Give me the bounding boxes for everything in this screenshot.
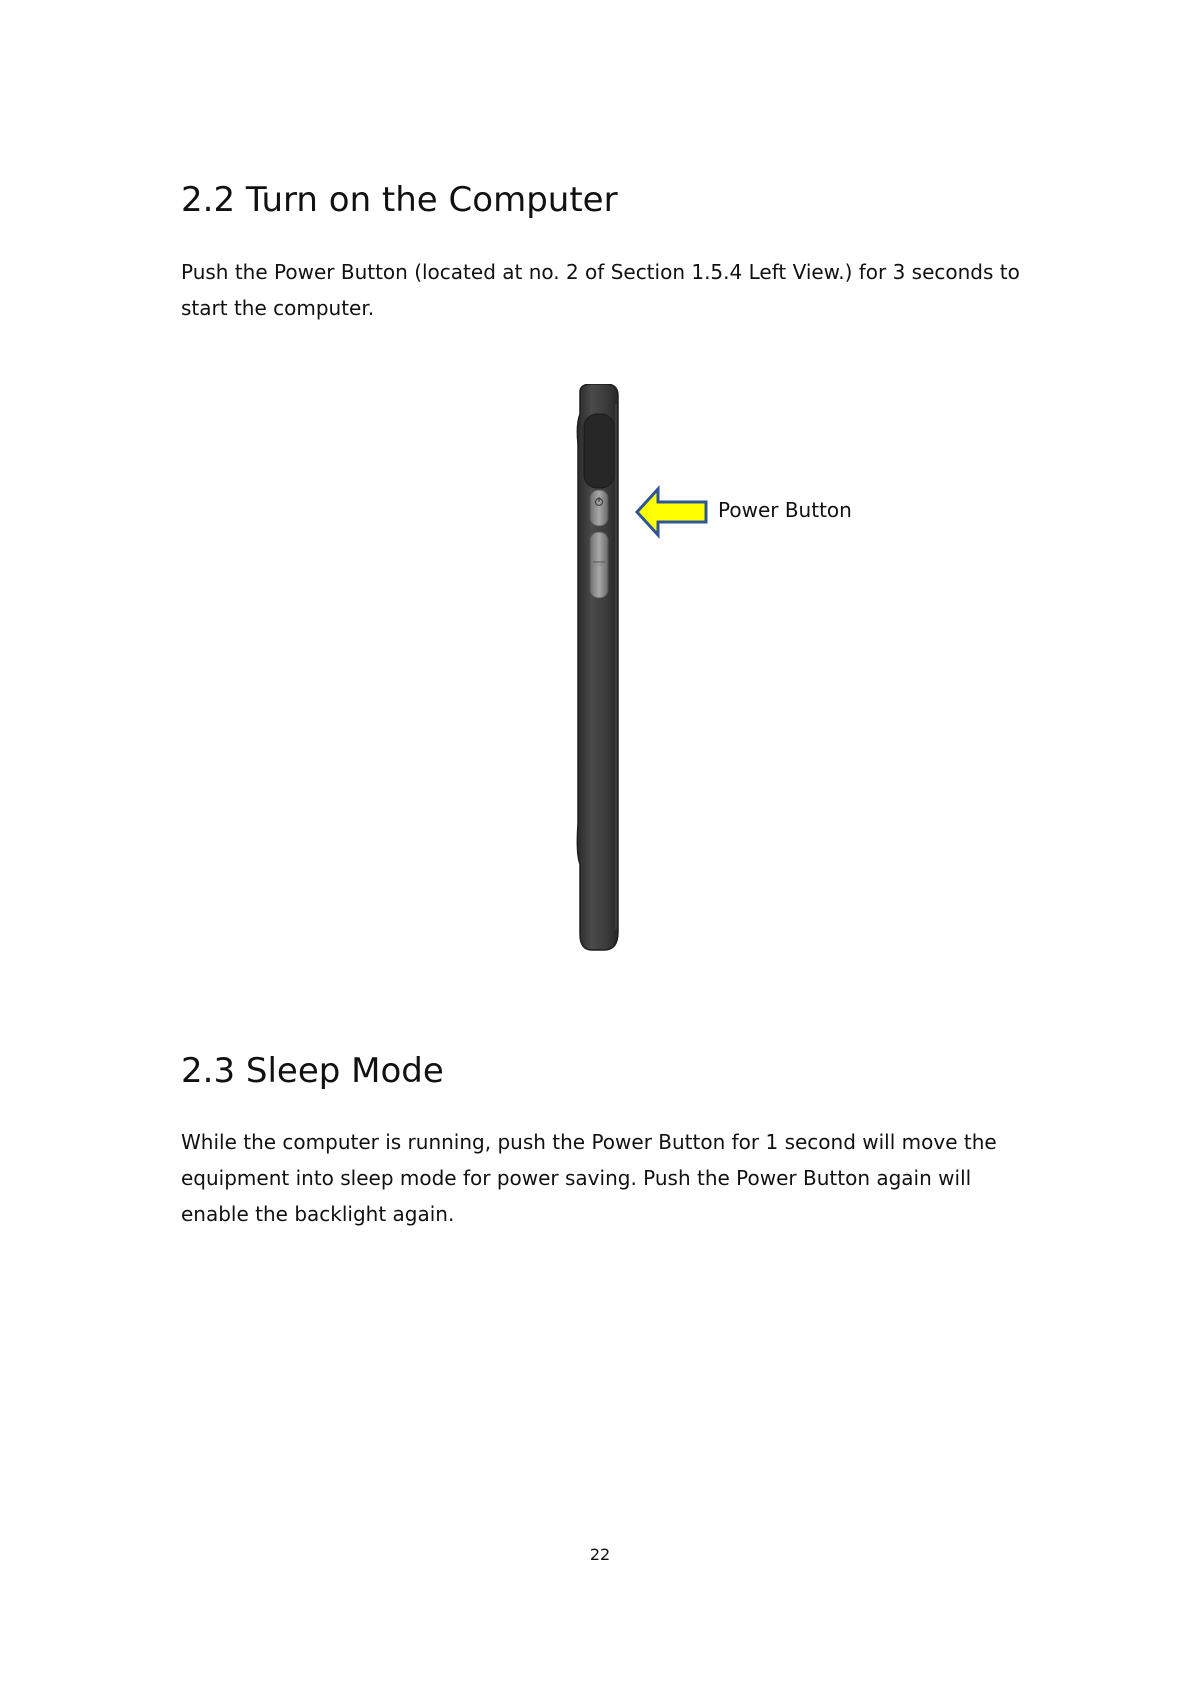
device-side-view-figure: [570, 384, 870, 954]
device-power-button: [590, 490, 608, 526]
callout-arrow-icon: [637, 489, 706, 535]
section-body-turn-on: Push the Power Button (located at no. 2 of Section 1.5.4 Left View.) for 3 seconds to start the computer.: [181, 260, 1020, 320]
device-top-bump: [584, 414, 614, 488]
section-body-sleep-mode: While the computer is running, push the Power Button for 1 second will move the equipment into sleep mode for power saving. Push the Power Button again will enable the backlight again.: [181, 1130, 997, 1226]
page-number: 22: [589, 1545, 611, 1564]
section-heading-turn-on: 2.2 Turn on the Computer: [181, 180, 618, 220]
device-side-view-image: [570, 384, 870, 954]
section-heading-sleep-mode: 2.3 Sleep Mode: [181, 1051, 444, 1091]
callout-label-power-button: Power Button: [718, 498, 852, 522]
